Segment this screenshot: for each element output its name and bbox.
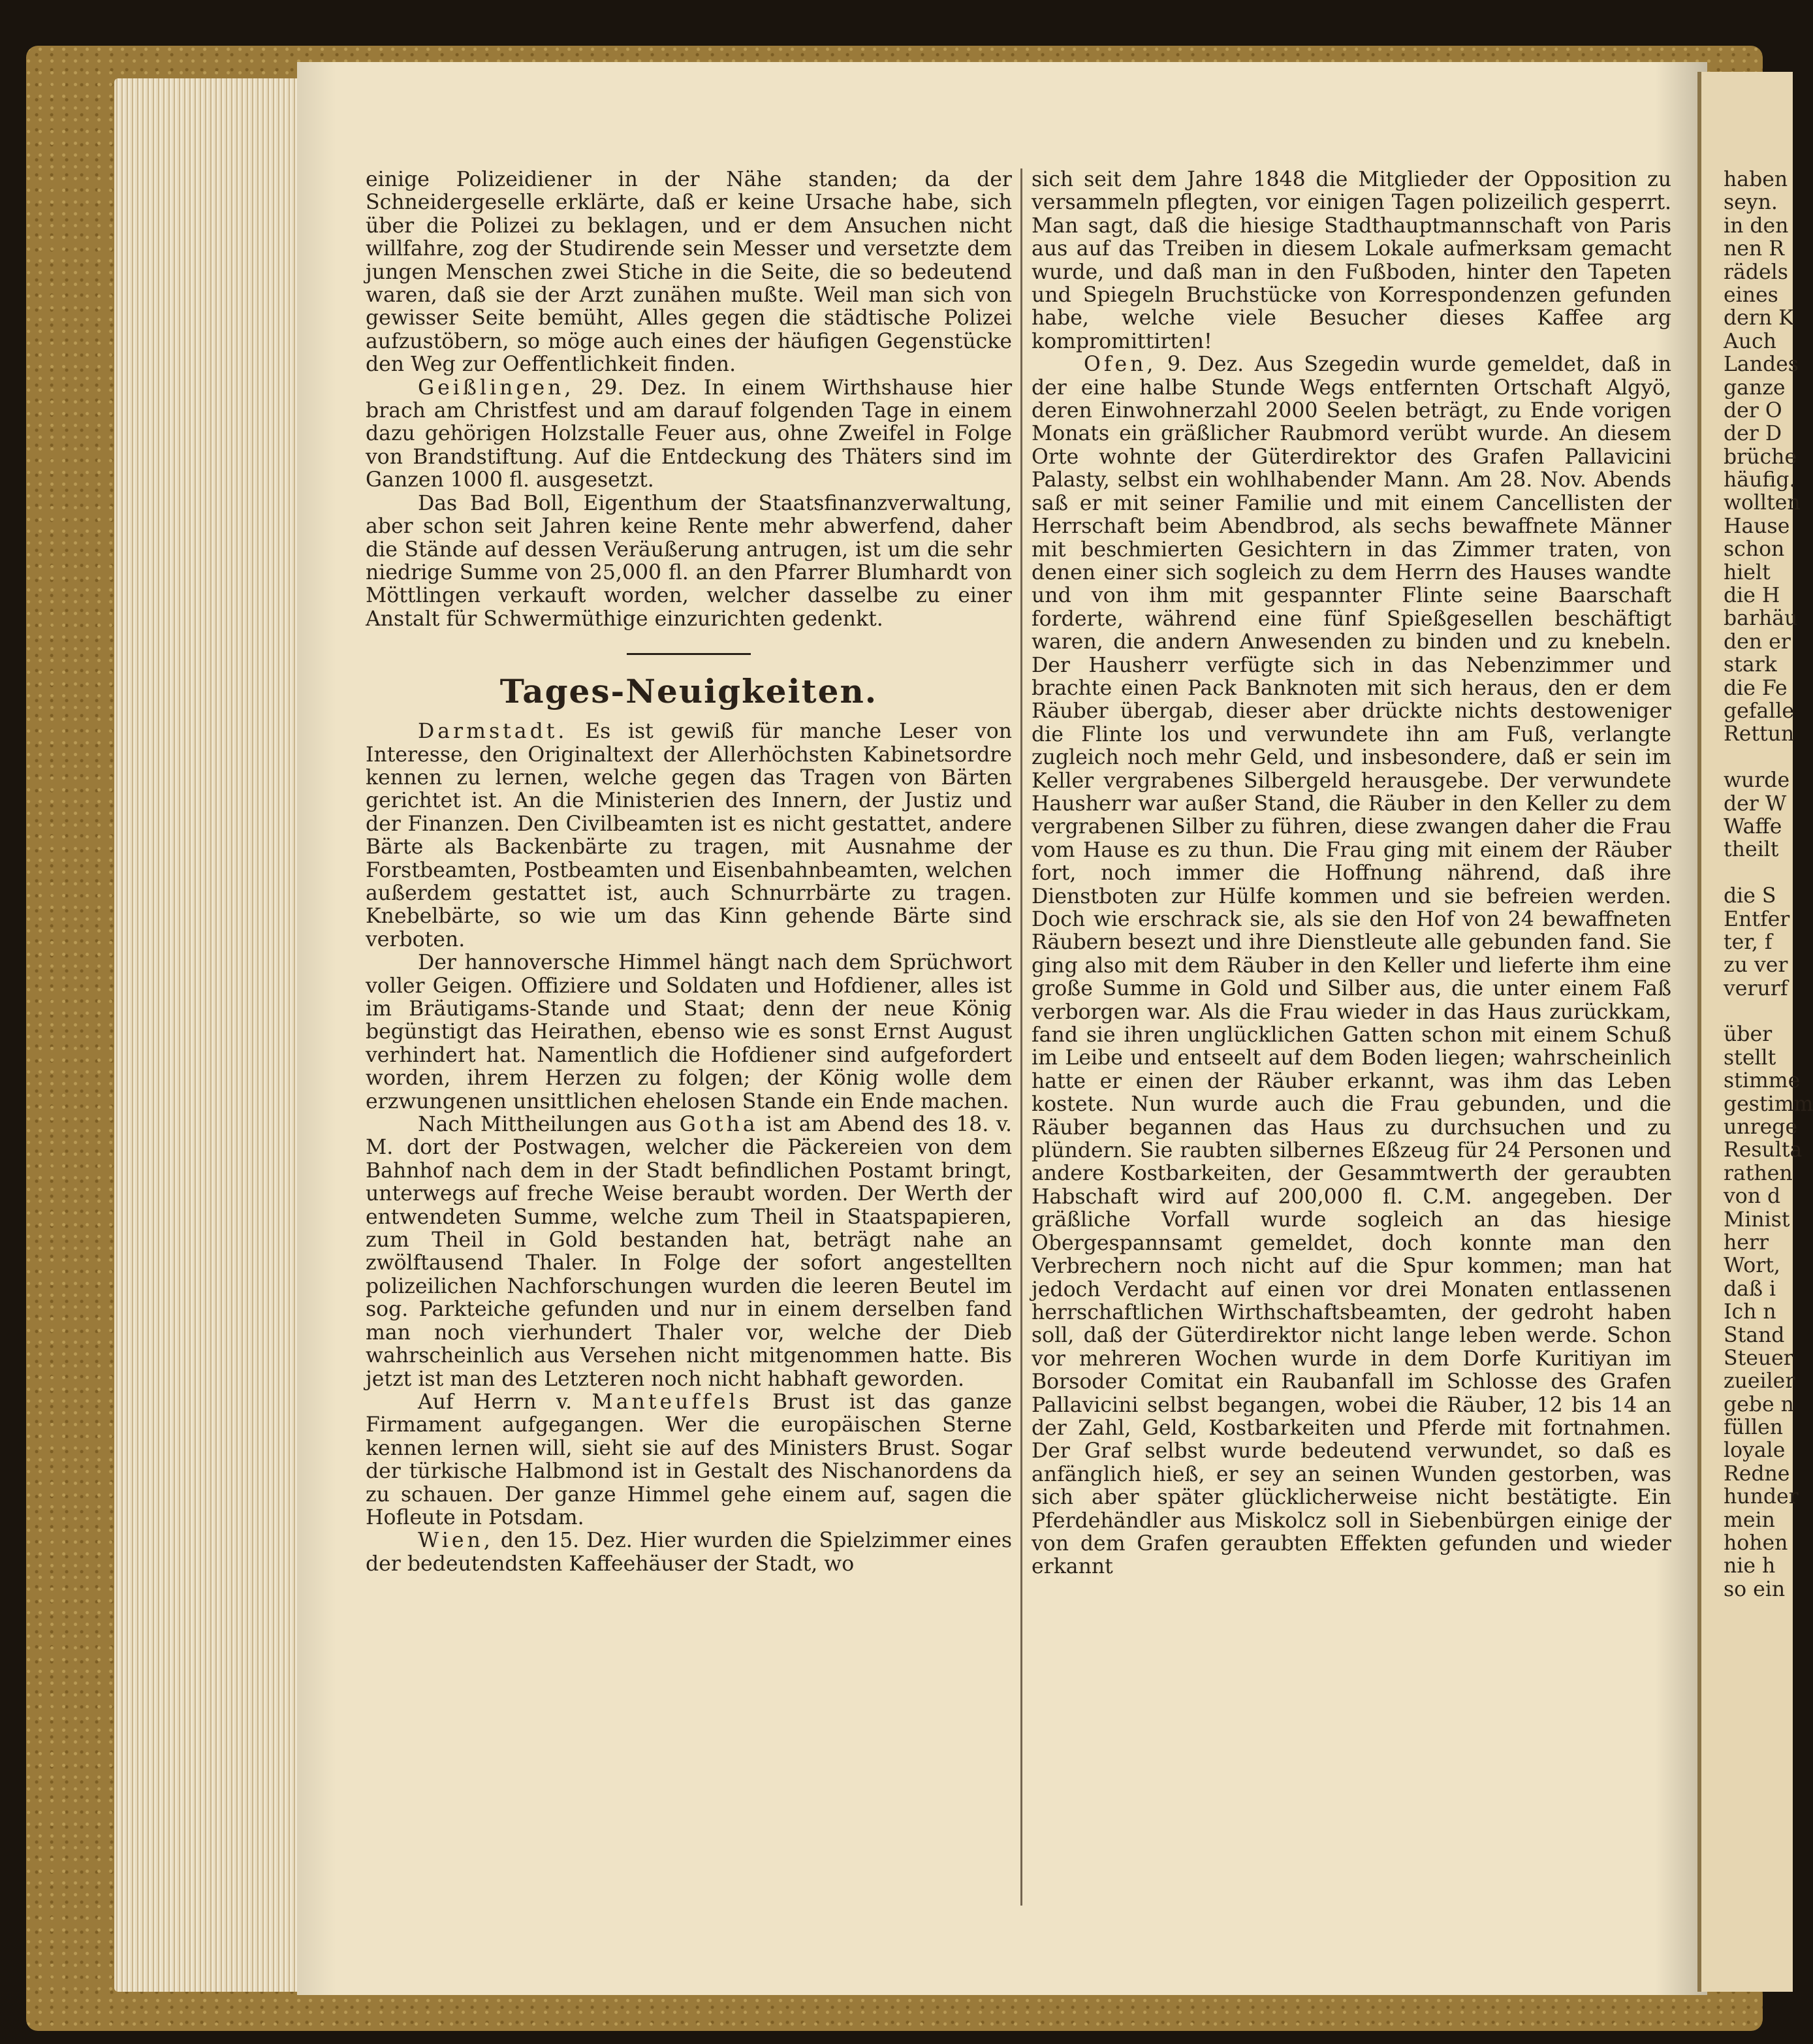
article-wien xyxy=(366,1529,1012,1576)
article-text: 29. Dez. In einem Wirthshause hier brach am Christfest und am darauf folgenden Tage in einem dazu gehörigen Holzstalle Feuer aus, ohne Zweifel in Folge von Brandstiftung. Auf die Entdeckung des Thäters sind im Ganzen 1000 fl. ausgesetzt. xyxy=(366,375,1013,492)
facing-page-line: dern K xyxy=(1724,306,1794,330)
facing-page-line xyxy=(1724,746,1802,769)
facing-page-line: barhäu xyxy=(1724,607,1798,631)
facing-page-line: daß i xyxy=(1724,1277,1776,1301)
dateline-place: Darmstadt. xyxy=(418,720,568,744)
article-manteuffel xyxy=(366,1391,1012,1529)
facing-page-line: unrege xyxy=(1724,1115,1798,1140)
facing-page-line: der D xyxy=(1724,422,1782,446)
facing-page-line: die Fe xyxy=(1724,676,1788,700)
article-hannover: Der hannoversche Himmel hängt nach dem Sprüchwort voller Geigen. Offiziere und Soldaten und Hofdiener, alles ist im Bräutigams-Stande und Staat; denn der neue König begünstigt das Heirathen, ebenso wie es sonst Ernst August verhindert hat. Namentlich die Hofdiener sind aufgefordert worden, ihrem Herzen zu folgen; der König wolle dem erzwungenen unsittlichen ehelosen Stande ein Ende machen. xyxy=(366,951,1012,1113)
facing-page-line: über xyxy=(1724,1023,1773,1047)
column-divider xyxy=(1020,168,1022,1906)
facing-page-line: gebe n xyxy=(1724,1392,1794,1416)
article-wien-continued: sich seit dem Jahre 1848 die Mitglieder der Opposition zu versammeln pflegten, vor einigen Tagen polizeilich gesperrt. Man sagt, daß die hiesige Stadthauptmannschaft von Paris aus auf das Treiben in diesem Lokale aufmerksam gemacht wurde, und daß man in den Fußboden, hinter den Tapeten und Spiegeln Bruchstücke von Korrespondenzen gefunden habe, welche viele Besucher dieses Kaffee arg kompromittirten! xyxy=(1032,168,1671,353)
facing-page-line: hielt xyxy=(1724,560,1771,584)
facing-page-line: seyn. xyxy=(1724,191,1778,215)
facing-page-line: gefalle xyxy=(1724,699,1795,723)
facing-page-line: schon xyxy=(1724,537,1785,562)
article-bad-boll: Das Bad Boll, Eigenthum der Staatsfinanzverwaltung, aber schon seit Jahren keine Rente mehr abwerfend, daher die Stände auf dessen Veräußerung antrugen, ist um die sehr niedrige Summe von 25,000 fl. an den Pfarrer Blumhardt von Möttlingen verkauft worden, welcher dasselbe zu einer Anstalt für Schwermüthige einzurichten gedenkt. xyxy=(366,491,1012,631)
article-text: ist am Abend des 18. v. M. dort der Postwagen, welcher die Päckereien von dem Bahnhof nach dem in der Stadt befindlichen Postamt bringt, unterwegs auf freche Weise beraubt worden. Der Werth der entwendeten Summe, welche zum Theil in Staatspapieren, zum Theil in Gold bestanden hat, beträgt nahe an zwölftausend Thaler. In Folge der sofort angestellten polizeilichen Nachforschungen wurden die leeren Beutel im sog. Parkteiche gefunden und nur in einem derselben fand man noch vierhundert Thaler vor, welche der Dieb wahrscheinlich aus Versehen nicht mitgenommen hatte. Bis jetzt ist man des Letzteren noch nicht habhaft geworden. xyxy=(366,1113,1013,1391)
facing-page-line: zueiler xyxy=(1724,1369,1795,1394)
facing-page-line: Wort, xyxy=(1724,1254,1780,1278)
article-text: Nach Mittheilungen aus xyxy=(418,1113,672,1137)
facing-page-line: ter, f xyxy=(1724,930,1773,954)
facing-page-line: Waffe xyxy=(1724,814,1782,838)
facing-page-line: wurde xyxy=(1724,769,1790,793)
facing-page-line: stellt xyxy=(1724,1046,1776,1070)
dateline-place: Ofen, xyxy=(1084,353,1157,377)
facing-page-line: rädels xyxy=(1724,260,1788,284)
page-edges xyxy=(114,78,304,1992)
article-text: 9. Dez. Aus Szegedin wurde gemeldet, daß in der eine halbe Stunde Wegs entfernten Ortschaft Algyö, deren Einwohnerzahl 2000 Seelen beträgt, zu Ende vorigen Monats ein gräßlicher Raubmord verübt wurde. An diesem Orte wohnte der Güterdirektor des Grafen Pallavicini Palasty, selbst ein wohlhabender Mann. Am 28. Nov. Abends saß er mit seiner Familie und mit einem Cancellisten der Herrschaft beim Abendbrod, als sechs bewaffnete Männer mit beschmierten Gesichtern in das Zimmer traten, von denen einer sich sogleich zu dem Herrn des Hauses wandte und von ihm mit gespannter Flinte seine Baarschaft forderte, während eine fünf Spießgesellen beschäftigt waren, die andern Anwesenden zu binden und zu knebeln. Der Hausherr verfügte sich in das Nebenzimmer und brachte einen Pack Banknoten mit sich heraus, den er dem Räuber übergab, dieser aber drückte nichts destoweniger die Flinte los und verwundete ihn am Fuß, verlangte zugleich noch mehr Geld, und insbesondere, daß er sein im Keller vergrabenes Silbergeld herausgebe. Der verwundete Hausherr war außer Stand, die Räuber in den Keller zu dem vergrabenen Silber zu führen, diese zwangen daher die Frau vom Hause es zu thun. Die Frau ging mit einem der Räuber fort, noch immer die Hoffnung nährend, daß ihre Dienstboten zur Hülfe kommen und sie befreien werden. Doch wie erschrack sie, als sie den Hof von 24 bewaffneten Räubern besezt und ihre Dienstleute alle gebunden fand. Sie ging also mit dem Räuber in den Keller und lieferte ihm eine große Summe in Gold und Silber aus, die unter einem Faß verborgen war. Als die Frau wieder in das Haus zurückkam, fand sie ihren unglücklichen Gatten schon mit einem Schuß im Leibe und entseelt auf dem Boden liegen; wahrscheinlich hatte er einen der Räuber erkannt, was ihm das Leben kostete. Nun wurde auch die Frau gebunden, und die Räuber begannen das Haus zu durchsuchen und zu plündern. Sie raubten silbernes Eßzeug für 24 Personen und andere Kostbarkeiten, der Gesammtwerth der geraubten Habschaft wird auf 200,000 fl. C.M. angegeben. Der gräßliche Vorfall wurde sogleich an das hiesige Obergespannsamt gemeldet, doch konnte man den Verbrechern noch nicht auf die Spur kommen; man hat jedoch Verdacht auf einen vor drei Monaten entlassenen herrschaftlichen Wirthschaftsbeamten, der gedroht haben soll, daß der Güterdirektor nicht lange leben werde. Schon vor mehreren Wochen wurde in dem Dorfe Kuritiyan im Borsoder Comitat ein Raubanfall im Schlosse des Grafen Pallavicini selbst begangen, wobei die Räuber, 12 bis 14 an der Zahl, Geld, Kostbarkeiten und Pferde mit fortnahmen. Der Graf selbst wurde bedeutend verwundet, so daß es anfänglich hieß, er sey an seinen Wunden gestorben, was sich aber später glücklicherweise nicht bestätigte. Ein Pferdehändler aus Miskolcz soll in Siebenbürgen einige der von dem Grafen geraubten Effekten gefunden und wieder erkannt xyxy=(1032,353,1671,1579)
article-text: Auf Herrn v. xyxy=(418,1390,573,1414)
article-darmstadt xyxy=(366,720,1012,951)
facing-page-line: Hause xyxy=(1724,514,1790,538)
facing-page-line: häufig. xyxy=(1724,468,1796,492)
facing-page-line: füllen xyxy=(1724,1416,1784,1440)
facing-page-line: Stand xyxy=(1724,1323,1785,1347)
facing-page-line: die H xyxy=(1724,584,1780,608)
facing-page-line: Ich n xyxy=(1724,1300,1776,1324)
article-police-text: einige Polizeidiener in der Nähe standen; da der Schneidergeselle erklärte, daß er keine Ursache habe, sich über die Polizei zu beklagen, und er dem Ansuchen nicht willfahre, zog der Studirende sein Messer und versetzte dem jungen Menschen zwei Stiche in die Seite, die so bedeutend waren, daß sie der Arzt zunähen mußte. Weil man sich von gewisser Seite bemüht, Alles gegen die städtische Polizei aufzustöbern, so möge auch eines der häufigen Gegenstücke den Weg zur Oeffentlichkeit finden. xyxy=(366,168,1012,377)
facing-page-line: Resulta xyxy=(1724,1138,1803,1162)
facing-page-line: verurf xyxy=(1724,976,1788,1000)
facing-page-line: der O xyxy=(1724,398,1782,423)
dateline-place: Manteuffels xyxy=(591,1390,753,1414)
facing-page-line: in den xyxy=(1724,214,1789,238)
facing-page-line: eines xyxy=(1724,283,1778,307)
facing-page-line: mein xyxy=(1724,1508,1775,1532)
left-column xyxy=(366,168,1012,1576)
dateline-place: Wien, xyxy=(418,1529,494,1553)
article-text: Brust ist das ganze Firmament aufgegangen. Wer die europäischen Sterne kennen lernen will, sieht sie auf des Ministers Brust. Sogar der türkische Halbmond ist in Gestalt des Nischanordens da zu schauen. Der ganze Himmel gehe einem auf, sagen die Hofleute in Potsdam. xyxy=(366,1390,1013,1529)
facing-page-line: stimme xyxy=(1724,1069,1801,1093)
facing-page-line: Redne xyxy=(1724,1461,1790,1486)
facing-page-line xyxy=(1724,862,1802,885)
dateline-place: Geißlingen, xyxy=(418,375,575,400)
dateline-place: Gotha xyxy=(679,1113,759,1137)
facing-page-line: gestimm xyxy=(1724,1092,1813,1116)
facing-page-line: nen R xyxy=(1724,237,1784,261)
facing-page-line: Entfer xyxy=(1724,907,1790,931)
facing-page-line: herr xyxy=(1724,1230,1769,1254)
facing-page-line: brüche xyxy=(1724,445,1797,469)
facing-page-line: Landes xyxy=(1724,353,1799,377)
article-text: den 15. Dez. Hier wurden die Spielzimmer eines der bedeutendsten Kaffeehäuser der Stadt, wo xyxy=(366,1529,1012,1576)
section-heading: Tages-Neuigkeiten. xyxy=(499,672,878,711)
article-text: Es ist gewiß für manche Leser von Interesse, den Originaltext der Allerhöchsten Kabinetsordre kennen zu lernen, welche gegen das Tragen von Bärten gerichtet ist. An die Ministerien des Innern, der Justiz und der Finanzen. Den Civilbeamten ist es nicht gestattet, andere Bärte als Backenbärte zu tragen, mit Ausnahme der Forstbeamten, Postbeamten und Eisenbahnbeamten, welchen außerdem gestattet ist, auch Schnurrbärte zu tragen. Knebelbärte, so wie um das Kinn gehende Bärte sind verboten. xyxy=(366,720,1012,951)
facing-page-line: loyale xyxy=(1724,1439,1786,1463)
facing-page-line: zu ver xyxy=(1724,953,1788,978)
article-gotha xyxy=(366,1113,1012,1391)
facing-page-line: ganze xyxy=(1724,375,1786,400)
facing-page-text xyxy=(1724,168,1813,1601)
facing-page-line: Minist xyxy=(1724,1207,1790,1232)
facing-page-line: Steuer xyxy=(1724,1346,1793,1370)
right-column xyxy=(1032,168,1671,1579)
facing-page-line: Rettun xyxy=(1724,722,1795,746)
facing-page-line xyxy=(1724,1000,1802,1023)
facing-page-line: so ein xyxy=(1724,1577,1786,1601)
facing-page-line: stark xyxy=(1724,653,1777,677)
facing-page-line: den er xyxy=(1724,630,1791,654)
facing-page-line: theilt xyxy=(1724,838,1779,862)
article-ofen xyxy=(1032,353,1671,1579)
facing-page-line: von d xyxy=(1724,1185,1781,1209)
facing-page-line: hohen xyxy=(1724,1531,1788,1556)
section-divider xyxy=(627,653,751,655)
facing-page-line: der W xyxy=(1724,791,1787,816)
article-geisslingen xyxy=(366,377,1012,492)
facing-page-line: die S xyxy=(1724,884,1776,908)
facing-page-line: wollten xyxy=(1724,491,1801,515)
facing-page-line: Auch xyxy=(1724,329,1776,353)
facing-page-line: hunder xyxy=(1724,1485,1799,1509)
facing-page-line: rathen xyxy=(1724,1161,1793,1185)
facing-page-line: haben xyxy=(1724,168,1788,191)
facing-page-line: nie h xyxy=(1724,1554,1776,1578)
